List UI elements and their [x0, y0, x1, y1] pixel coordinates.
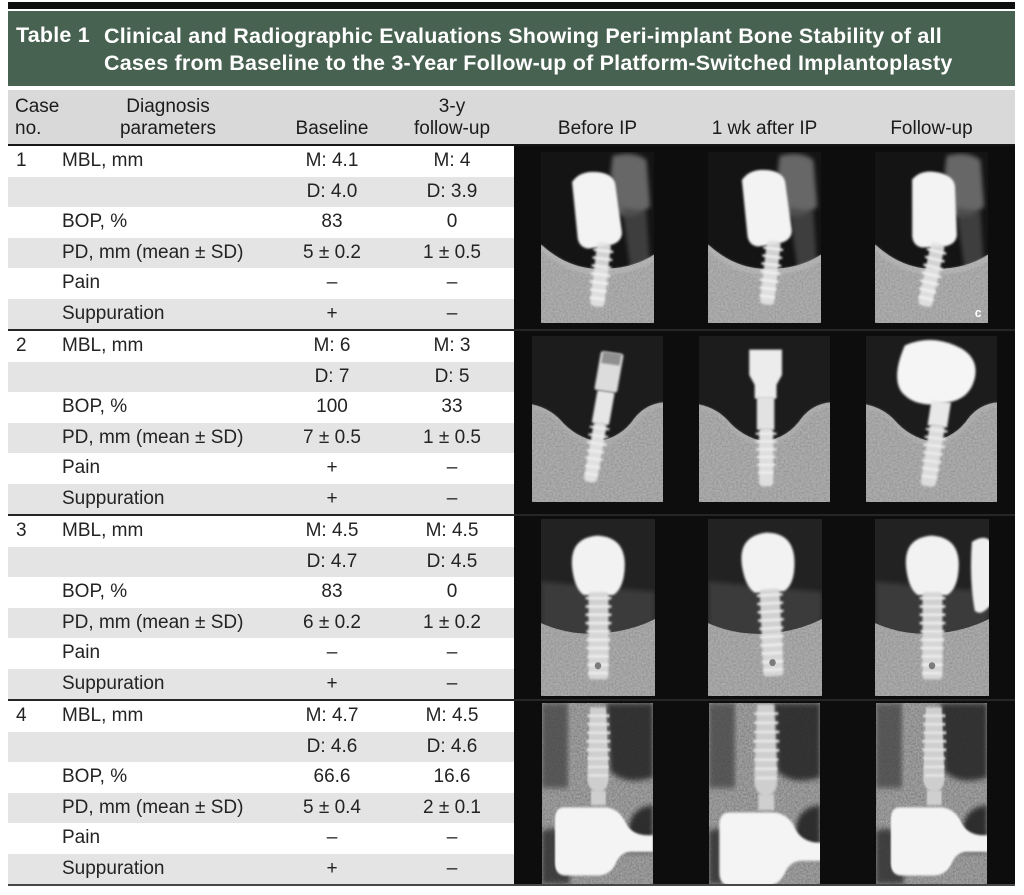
- param-cell: PD, mm (mean ± SD): [62, 611, 244, 633]
- baseline-cell: 83: [321, 211, 343, 233]
- baseline-cell: 7 ± 0.5: [303, 426, 361, 448]
- baseline-cell: M: 4.7: [305, 705, 359, 727]
- top-rule: [8, 2, 1015, 9]
- xray-case3-1wk-after-ip: [708, 519, 822, 696]
- header-diagnosis-parameters: Diagnosis parameters: [119, 96, 217, 139]
- table-row: [8, 577, 514, 608]
- followup-cell: –: [446, 857, 458, 879]
- case-no-cell: 3: [16, 520, 27, 542]
- param-cell: BOP, %: [62, 211, 128, 233]
- table-title-line1: Clinical and Radiographic Evaluations Showing Peri-implant Bone Stability of all: [104, 24, 942, 48]
- followup-cell: M: 4.5: [425, 705, 479, 727]
- table-row: [8, 854, 514, 885]
- followup-cell: 2 ± 0.1: [423, 796, 481, 818]
- bottom-rule: [8, 884, 1015, 886]
- followup-cell: D: 4.5: [426, 550, 478, 572]
- followup-cell: 0: [446, 581, 458, 603]
- baseline-cell: –: [326, 642, 338, 664]
- followup-cell: 1 ± 0.5: [423, 426, 481, 448]
- param-cell: Pain: [62, 642, 101, 664]
- xray-case1-followup: [875, 152, 988, 323]
- column-header-row: [8, 90, 1015, 146]
- baseline-cell: –: [326, 827, 338, 849]
- table-row: [8, 238, 514, 269]
- baseline-cell: D: 7: [314, 365, 350, 387]
- table-1: [8, 2, 1015, 886]
- xray-case3-followup: [875, 519, 989, 696]
- baseline-cell: 83: [321, 581, 343, 603]
- table-row: [8, 608, 514, 639]
- table-title-band: [8, 11, 1015, 86]
- case-3-block: [8, 514, 1015, 699]
- baseline-cell: +: [326, 457, 338, 479]
- param-cell: MBL, mm: [62, 150, 144, 172]
- baseline-cell: D: 4.7: [306, 550, 358, 572]
- followup-cell: D: 3.9: [426, 180, 478, 202]
- case-no-cell: 2: [16, 335, 27, 357]
- table-row: [8, 701, 514, 732]
- baseline-cell: –: [326, 272, 338, 294]
- table-row: [8, 362, 514, 393]
- table-row: [8, 423, 514, 454]
- xray-case4-1wk-after-ip: [709, 703, 820, 884]
- header-case-no: Case no.: [15, 96, 60, 139]
- table-row: [8, 547, 514, 578]
- table-row: [8, 762, 514, 793]
- param-cell: BOP, %: [62, 581, 128, 603]
- param-cell: Suppuration: [62, 487, 165, 509]
- case-2-block: [8, 329, 1015, 514]
- case-4-block: [8, 699, 1015, 884]
- followup-cell: –: [446, 487, 458, 509]
- xray-case2-before-ip: [532, 336, 663, 502]
- param-cell: Pain: [62, 272, 101, 294]
- header-before-ip: Before IP: [557, 117, 638, 139]
- case-3-radiographs: [514, 516, 1015, 699]
- header-1wk-after-ip: 1 wk after IP: [711, 117, 818, 139]
- baseline-cell: D: 4.0: [306, 180, 358, 202]
- case-1-rows: [8, 146, 514, 329]
- param-cell: Suppuration: [62, 672, 165, 694]
- param-cell: MBL, mm: [62, 520, 144, 542]
- table-title-line2: Cases from Baseline to the 3-Year Follow-up of Platform-Switched Implantoplasty: [104, 51, 953, 75]
- table-row: [8, 453, 514, 484]
- param-cell: PD, mm (mean ± SD): [62, 241, 244, 263]
- param-cell: Suppuration: [62, 857, 165, 879]
- case-no-cell: 4: [16, 705, 27, 727]
- table-row: [8, 207, 514, 238]
- baseline-cell: +: [326, 487, 338, 509]
- param-cell: Suppuration: [62, 302, 165, 324]
- baseline-cell: 66.6: [313, 766, 351, 788]
- param-cell: MBL, mm: [62, 335, 144, 357]
- xray-case3-before-ip: [541, 519, 655, 696]
- followup-cell: –: [446, 272, 458, 294]
- table-row: [8, 299, 514, 330]
- baseline-cell: 5 ± 0.4: [303, 796, 361, 818]
- param-cell: Pain: [62, 457, 101, 479]
- case-4-rows: [8, 701, 514, 884]
- case-1-block: [8, 146, 1015, 329]
- followup-cell: –: [446, 457, 458, 479]
- case-no-cell: 1: [16, 150, 27, 172]
- header-3y-followup: 3-y follow-up: [413, 96, 491, 139]
- followup-cell: D: 4.6: [426, 735, 478, 757]
- followup-cell: M: 4.5: [425, 520, 479, 542]
- xray-case4-followup: [876, 703, 987, 884]
- header-baseline: Baseline: [295, 117, 369, 139]
- followup-cell: 33: [441, 396, 463, 418]
- baseline-cell: +: [326, 672, 338, 694]
- param-cell: BOP, %: [62, 766, 128, 788]
- table-number: Table 1: [16, 23, 90, 47]
- table-row: [8, 268, 514, 299]
- followup-cell: –: [446, 827, 458, 849]
- baseline-cell: M: 6: [313, 335, 351, 357]
- case-1-radiographs: [514, 146, 1015, 329]
- case-2-radiographs: [514, 331, 1015, 514]
- followup-cell: 1 ± 0.2: [423, 611, 481, 633]
- table-title: [104, 11, 952, 86]
- baseline-cell: D: 4.6: [306, 735, 358, 757]
- followup-cell: –: [446, 302, 458, 324]
- table-row: [8, 793, 514, 824]
- image-marker-c: c: [974, 305, 982, 321]
- followup-cell: D: 5: [434, 365, 470, 387]
- followup-cell: –: [446, 672, 458, 694]
- baseline-cell: M: 4.1: [305, 150, 359, 172]
- param-cell: PD, mm (mean ± SD): [62, 796, 244, 818]
- baseline-cell: +: [326, 857, 338, 879]
- param-cell: Pain: [62, 827, 101, 849]
- case-4-radiographs: [514, 701, 1015, 884]
- table-row: [8, 392, 514, 423]
- table-row: [8, 177, 514, 208]
- table-row: [8, 638, 514, 669]
- header-followup-image: Follow-up: [890, 117, 973, 139]
- followup-cell: 1 ± 0.5: [423, 241, 481, 263]
- baseline-cell: M: 4.5: [305, 520, 359, 542]
- baseline-cell: 6 ± 0.2: [303, 611, 361, 633]
- table-row: [8, 146, 514, 177]
- xray-case2-1wk-after-ip: [699, 336, 830, 502]
- param-cell: BOP, %: [62, 396, 128, 418]
- followup-cell: –: [446, 642, 458, 664]
- xray-case1-before-ip: [541, 152, 654, 323]
- xray-case1-1wk-after-ip: [708, 152, 821, 323]
- baseline-cell: 100: [316, 396, 348, 418]
- case-2-rows: [8, 331, 514, 514]
- baseline-cell: +: [326, 302, 338, 324]
- xray-case4-before-ip: [542, 703, 653, 884]
- param-cell: PD, mm (mean ± SD): [62, 426, 244, 448]
- followup-cell: M: 4: [433, 150, 471, 172]
- followup-cell: 0: [446, 211, 458, 233]
- table-row: [8, 331, 514, 362]
- table-row: [8, 732, 514, 763]
- table-row: [8, 823, 514, 854]
- baseline-cell: 5 ± 0.2: [303, 241, 361, 263]
- case-3-rows: [8, 516, 514, 699]
- followup-cell: M: 3: [433, 335, 471, 357]
- table-row: [8, 516, 514, 547]
- table-row: [8, 669, 514, 700]
- followup-cell: 16.6: [433, 766, 471, 788]
- param-cell: MBL, mm: [62, 705, 144, 727]
- table-row: [8, 484, 514, 515]
- xray-case2-followup: [866, 336, 997, 502]
